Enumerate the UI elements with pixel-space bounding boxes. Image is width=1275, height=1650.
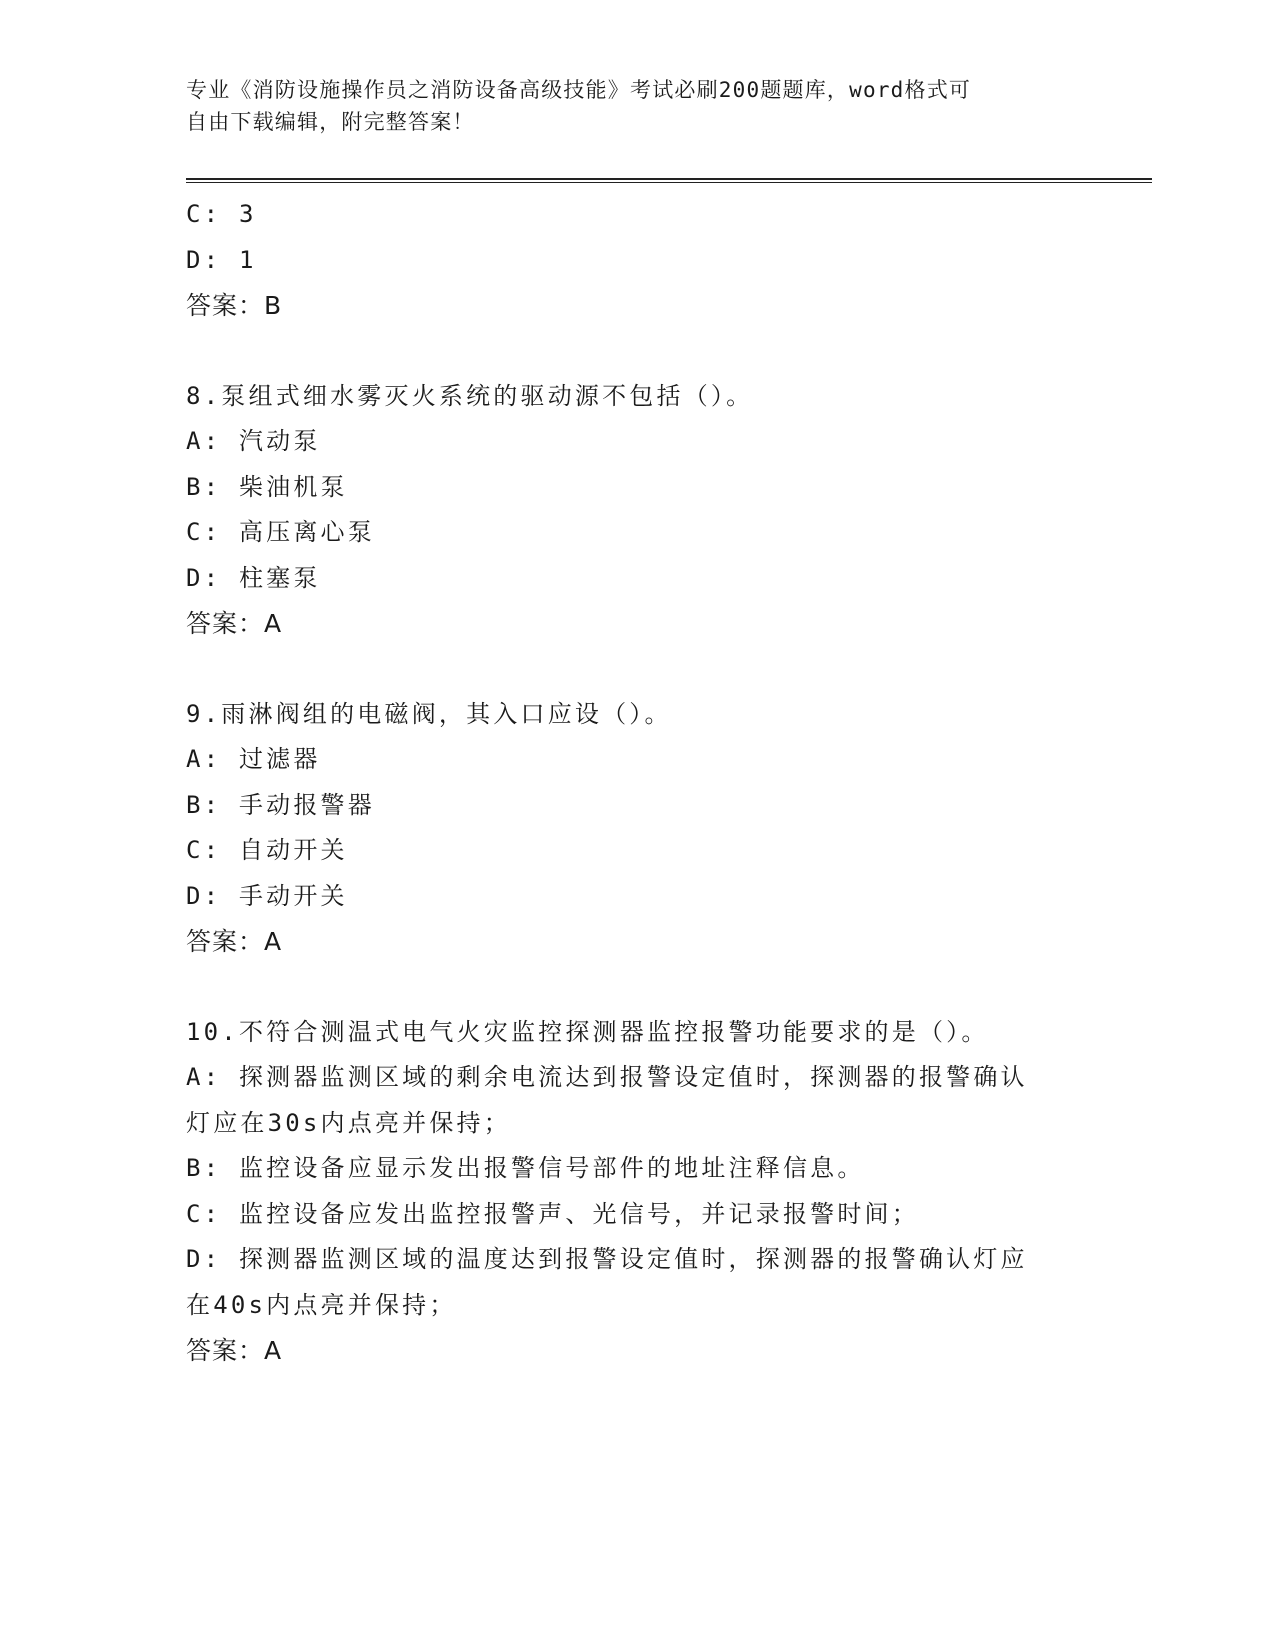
- option-c: C: 3: [186, 200, 257, 228]
- spacer: [186, 647, 1086, 692]
- document-header: [186, 74, 1086, 138]
- option-c: C: 监控设备应发出监控报警声、光信号，并记录报警时间；: [186, 1199, 919, 1228]
- option-a: A: 汽动泵: [186, 427, 321, 455]
- option-c: C: 自动开关: [186, 836, 348, 864]
- option-b: B: 柴油机泵: [186, 472, 348, 501]
- option-d-line-2: 在40s内点亮并保持；: [186, 1290, 457, 1319]
- answer-line: 答案：A: [186, 927, 283, 956]
- question-10: [186, 1010, 1086, 1374]
- question-9: [186, 692, 1086, 965]
- question-stem: 10.不符合测温式电气火灾监控探测器监控报警功能要求的是（）。: [186, 1017, 989, 1046]
- spacer: [186, 965, 1086, 1010]
- answer-line: 答案：A: [186, 1336, 283, 1365]
- question-stem: 9.雨淋阀组的电磁阀，其入口应设（）。: [186, 699, 672, 728]
- previous-question-tail: [186, 192, 1086, 329]
- option-a: A: 过滤器: [186, 745, 321, 773]
- answer-line: 答案：A: [186, 609, 283, 638]
- question-stem: 8.泵组式细水雾灭火系统的驱动源不包括（）。: [186, 381, 754, 410]
- question-8: [186, 374, 1086, 647]
- option-d-line-1: D: 探测器监测区域的温度达到报警设定值时，探测器的报警确认灯应: [186, 1245, 1028, 1273]
- option-a-line-2: 灯应在30s内点亮并保持；: [186, 1108, 511, 1137]
- option-a-line-1: A: 探测器监测区域的剩余电流达到报警设定值时，探测器的报警确认: [186, 1063, 1028, 1091]
- header-divider: [186, 178, 1152, 183]
- header-line-2: 自由下载编辑，附完整答案！: [186, 110, 475, 134]
- option-c: C: 高压离心泵: [186, 518, 375, 546]
- option-d: D: 手动开关: [186, 881, 348, 910]
- option-d: D: 柱塞泵: [186, 563, 321, 592]
- option-d: D: 1: [186, 245, 257, 274]
- option-b: B: 监控设备应显示发出报警信号部件的地址注释信息。: [186, 1154, 865, 1182]
- answer-line: 答案：B: [186, 291, 283, 320]
- spacer: [186, 329, 1086, 374]
- header-line-1: 专业《消防设施操作员之消防设备高级技能》考试必刷200题题库，word格式可: [186, 78, 972, 102]
- document-body: [186, 192, 1086, 1374]
- option-b: B: 手动报警器: [186, 790, 375, 819]
